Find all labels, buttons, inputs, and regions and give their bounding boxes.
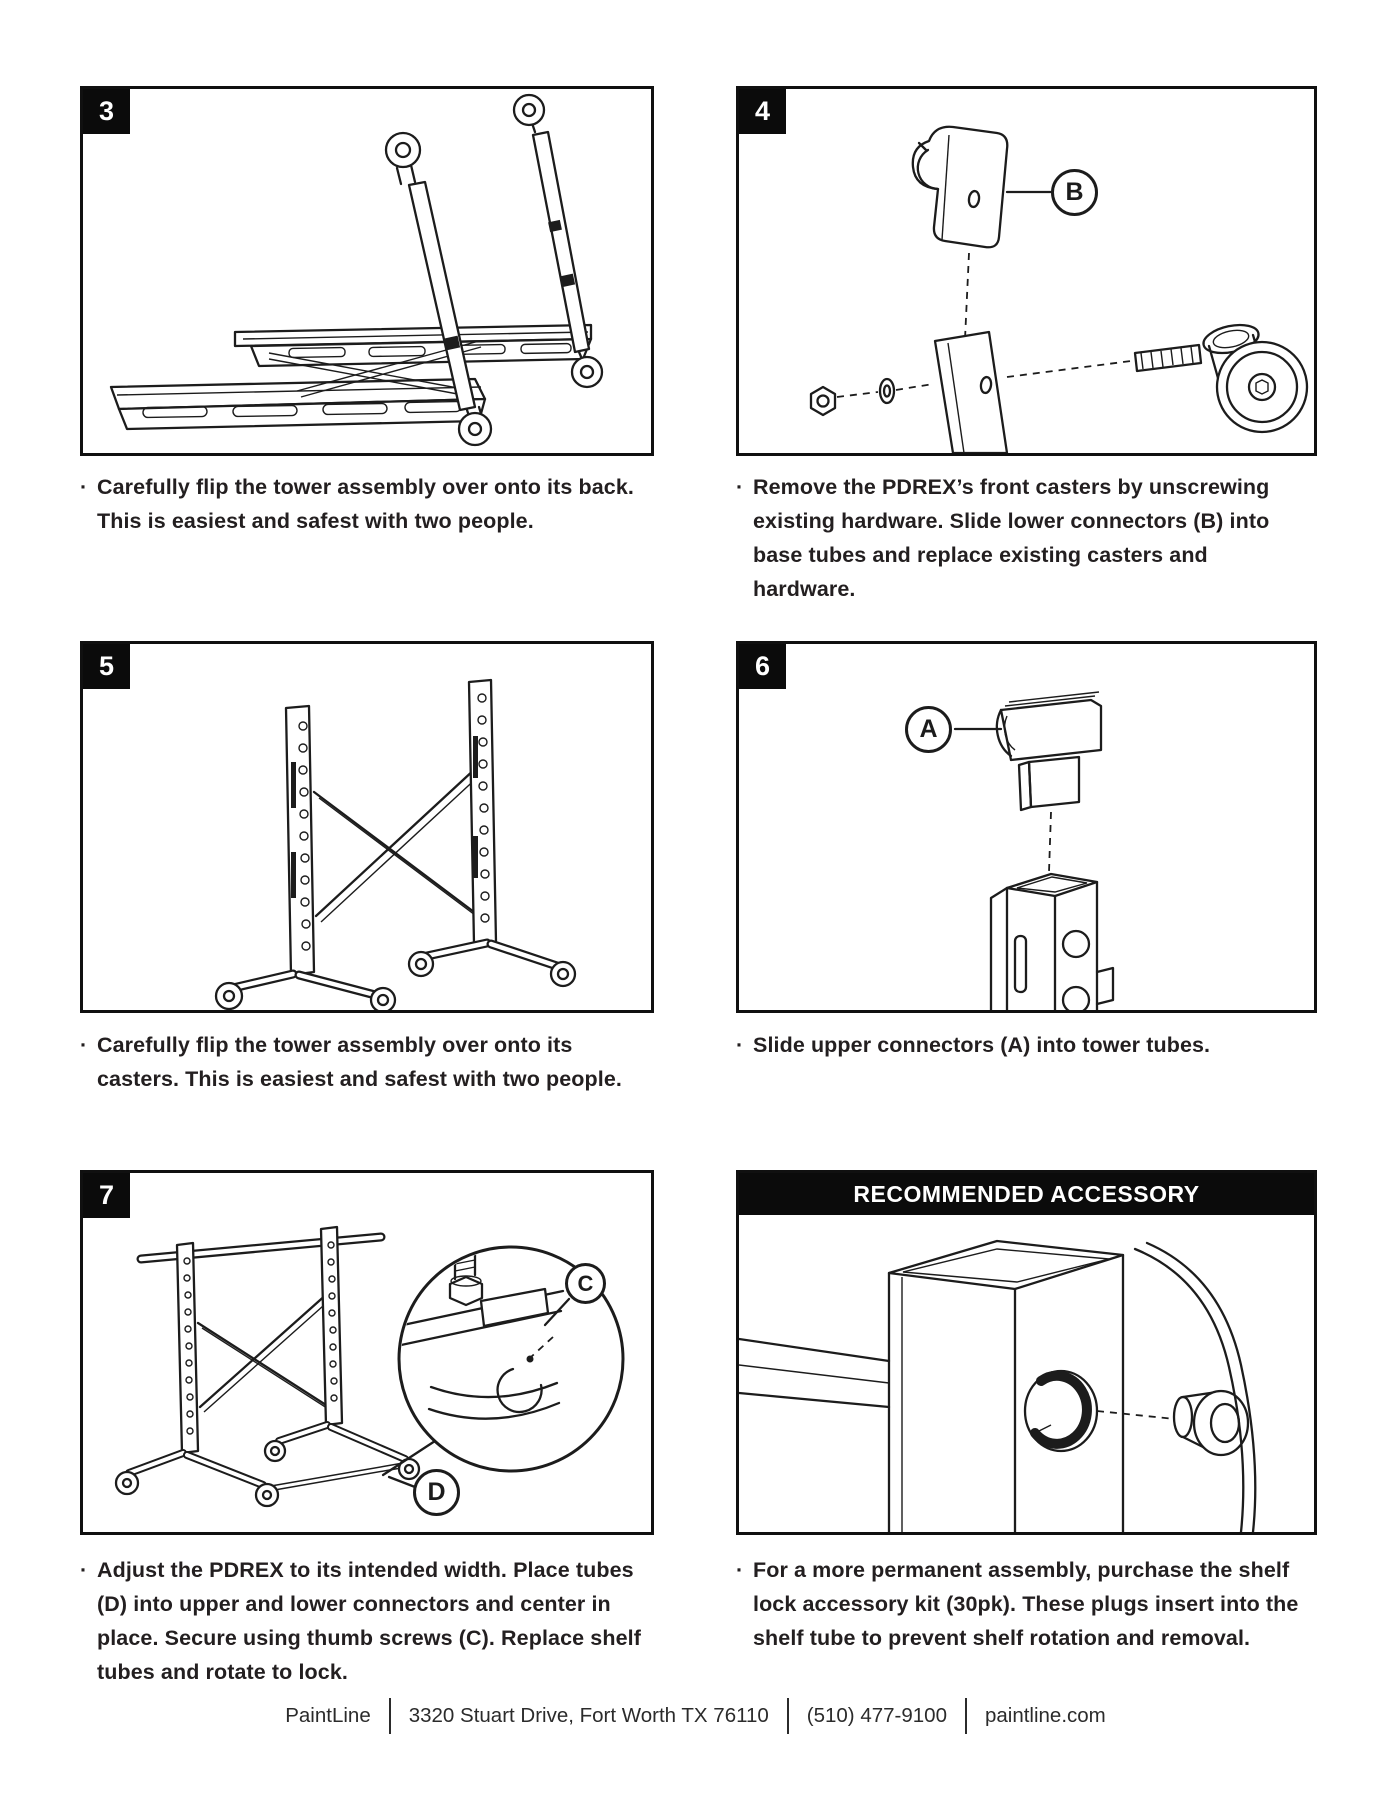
footer-address: 3320 Stuart Drive, Fort Worth TX 76110 (408, 1704, 769, 1727)
recommended-accessory-caption: · For a more permanent assembly, purchase the shelf lock accessory kit (30pk). These plugs insert into the shelf tube to prevent shelf rotation and removal. (736, 1553, 1312, 1655)
label-c-circle: C (565, 1263, 606, 1304)
footer-divider (965, 1698, 967, 1734)
caption-bullet: · (736, 475, 744, 499)
width-adjustment-illustration (83, 1173, 651, 1532)
step-3-panel (80, 86, 654, 456)
caption-bullet: · (736, 1033, 744, 1057)
tower-flipped-on-back-illustration (83, 89, 651, 453)
step-5-number-badge: 5 (83, 644, 130, 689)
step-7-panel (80, 1170, 654, 1535)
caster-replacement-illustration (739, 89, 1314, 453)
caption-bullet: · (736, 1558, 744, 1582)
shelf-lock-plug-illustration (739, 1215, 1314, 1532)
step-6-number-badge: 6 (739, 644, 786, 689)
step-5-panel (80, 641, 654, 1013)
step-7-caption: · Adjust the PDREX to its intended width. Place tubes (D) into upper and lower connectors and center in place. Secure using thumb screws (C). Replace shelf tubes and rotate to lock. (80, 1553, 646, 1689)
footer-divider (787, 1698, 789, 1734)
step-6-panel (736, 641, 1317, 1013)
step-6-caption: · Slide upper connectors (A) into tower tubes. (736, 1028, 1312, 1062)
step-3-number-badge: 3 (83, 89, 130, 134)
upper-connector-illustration (739, 644, 1314, 1010)
step-4-caption: · Remove the PDREX’s front casters by unscrewing existing hardware. Slide lower connectors (B) into base tubes and replace existing casters and hardware. (736, 470, 1312, 606)
footer-phone: (510) 477-9100 (806, 1704, 947, 1727)
caption-bullet: · (80, 1558, 88, 1582)
recommended-accessory-panel (736, 1170, 1317, 1535)
label-a-circle: A (905, 706, 952, 753)
step-4-panel (736, 86, 1317, 456)
footer-divider (389, 1698, 391, 1734)
recommended-accessory-header: RECOMMENDED ACCESSORY (739, 1173, 1314, 1215)
caption-bullet: · (80, 475, 88, 499)
label-d-circle: D (413, 1469, 460, 1516)
caption-bullet: · (80, 1033, 88, 1057)
footer-brand: PaintLine (285, 1704, 371, 1727)
step-3-caption: · Carefully flip the tower assembly over onto its back. This is easiest and safest with two people. (80, 470, 646, 538)
step-7-number-badge: 7 (83, 1173, 130, 1218)
step-5-caption: · Carefully flip the tower assembly over onto its casters. This is easiest and safest with two people. (80, 1028, 646, 1096)
label-b-circle: B (1051, 169, 1098, 216)
step-4-number-badge: 4 (739, 89, 786, 134)
tower-upright-illustration (83, 644, 651, 1010)
footer-website: paintline.com (984, 1704, 1106, 1727)
page-footer (0, 1698, 1391, 1734)
